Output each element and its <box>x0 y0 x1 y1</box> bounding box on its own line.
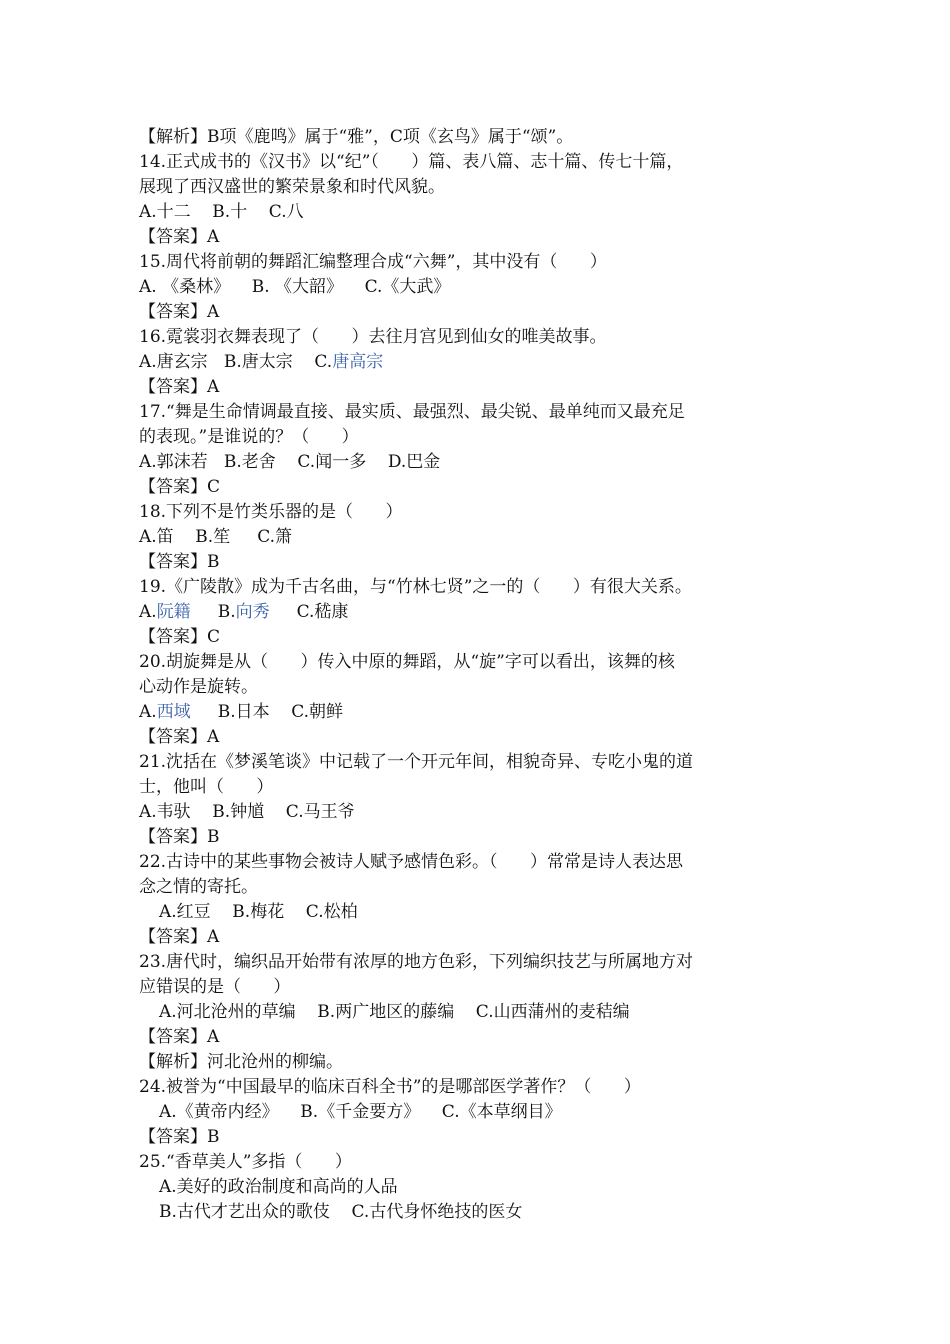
question-line: 14.正式成书的《汉书》以“纪”（ ）篇、表八篇、志十篇、传七十篇， <box>139 152 684 172</box>
highlighted-term: 西域 <box>156 702 191 722</box>
line-segment: A.唐玄宗 B.唐太宗 C. <box>139 352 333 372</box>
question-line: 24.被誉为“中国最早的临床百科全书”的是哪部医学著作？（ ） <box>139 1077 641 1097</box>
options-indent-line: B.古代才艺出众的歌伎 C.古代身怀绝技的医女 <box>159 1202 523 1222</box>
options-line <box>139 700 829 725</box>
analysis-line: 【解析】河北沧州的柳编。 <box>139 1052 343 1072</box>
line-segment: B. <box>190 602 236 622</box>
question-line: 16.霓裳羽衣舞表现了（ ）去往月宫见到仙女的唯美故事。 <box>139 327 607 347</box>
answer-line: 【答案】A <box>139 927 220 947</box>
answer-line: 【答案】A <box>139 377 220 397</box>
line-segment: A. <box>139 702 157 722</box>
options-line: A.郭沫若 B.老舍 C.闻一多 D.巴金 <box>139 452 441 472</box>
answer-line: 【答案】C <box>139 627 221 647</box>
options-line: A. 《桑林》 B. 《大韶》 C.《大武》 <box>139 277 451 297</box>
question-cont-line: 的表现。”是谁说的？（ ） <box>139 427 359 447</box>
question-cont-line: 念之情的寄托。 <box>139 877 258 897</box>
question-line: 22.古诗中的某些事物会被诗人赋予感情色彩。（ ）常常是诗人表达思 <box>139 852 683 872</box>
options-line <box>139 350 829 375</box>
options-line: A.韦驮 B.钟馗 C.马王爷 <box>139 802 355 822</box>
question-cont-line: 展现了西汉盛世的繁荣景象和时代风貌。 <box>139 177 445 197</box>
analysis-line: 【解析】B项《鹿鸣》属于“雅”，C项《玄鸟》属于“颂”。 <box>139 127 574 147</box>
highlighted-term: 向秀 <box>235 602 270 622</box>
question-line: 15.周代将前朝的舞蹈汇编整理合成“六舞”，其中没有（ ） <box>139 252 607 272</box>
options-line <box>139 600 829 625</box>
answer-line: 【答案】B <box>139 1127 220 1147</box>
line-segment: B.日本 C.朝鲜 <box>190 702 344 722</box>
answer-line: 【答案】C <box>139 477 221 497</box>
answer-line: 【答案】B <box>139 552 220 572</box>
question-line: 18.下列不是竹类乐器的是（ ） <box>139 502 403 522</box>
question-line: 17.“舞是生命情调最直接、最实质、最强烈、最尖锐、最单纯而又最充足 <box>139 402 685 422</box>
question-cont-line: 士，他叫（ ） <box>139 777 274 797</box>
question-cont-line: 应错误的是（ ） <box>139 977 291 997</box>
options-indent-line: A.美好的政治制度和高尚的人品 <box>159 1177 398 1197</box>
line-segment: C.嵇康 <box>269 602 349 622</box>
question-list <box>139 125 829 1225</box>
answer-line: 【答案】A <box>139 727 220 747</box>
question-line: 21.沈括在《梦溪笔谈》中记载了一个开元年间，相貌奇异、专吃小鬼的道 <box>139 752 694 772</box>
question-line: 23.唐代时，编织品开始带有浓厚的地方色彩，下列编织技艺与所属地方对 <box>139 952 694 972</box>
question-line: 20.胡旋舞是从（ ）传入中原的舞蹈，从“旋”字可以看出，该舞的核 <box>139 652 675 672</box>
options-indent-line: A.红豆 B.梅花 C.松柏 <box>159 902 358 922</box>
answer-line: 【答案】A <box>139 302 220 322</box>
options-indent-line: A.《黄帝内经》 B.《千金要方》 C.《本草纲目》 <box>159 1102 562 1122</box>
line-segment: A. <box>139 602 157 622</box>
question-line: 19.《广陵散》成为千古名曲，与“竹林七贤”之一的（ ）有很大关系。 <box>139 577 692 597</box>
options-indent-line: A.河北沧州的草编 B.两广地区的藤编 C.山西蒲州的麦秸编 <box>159 1002 630 1022</box>
answer-line: 【答案】A <box>139 1027 220 1047</box>
answer-line: 【答案】B <box>139 827 220 847</box>
highlighted-term: 阮籍 <box>156 602 191 622</box>
options-line: A.十二 B.十 C.八 <box>139 202 304 222</box>
question-cont-line: 心动作是旋转。 <box>139 677 258 697</box>
highlighted-term: 唐高宗 <box>332 352 384 372</box>
question-line: 25.“香草美人”多指（ ） <box>139 1152 352 1172</box>
options-line: A.笛 B.笙 C.箫 <box>139 527 293 547</box>
answer-line: 【答案】A <box>139 227 220 247</box>
